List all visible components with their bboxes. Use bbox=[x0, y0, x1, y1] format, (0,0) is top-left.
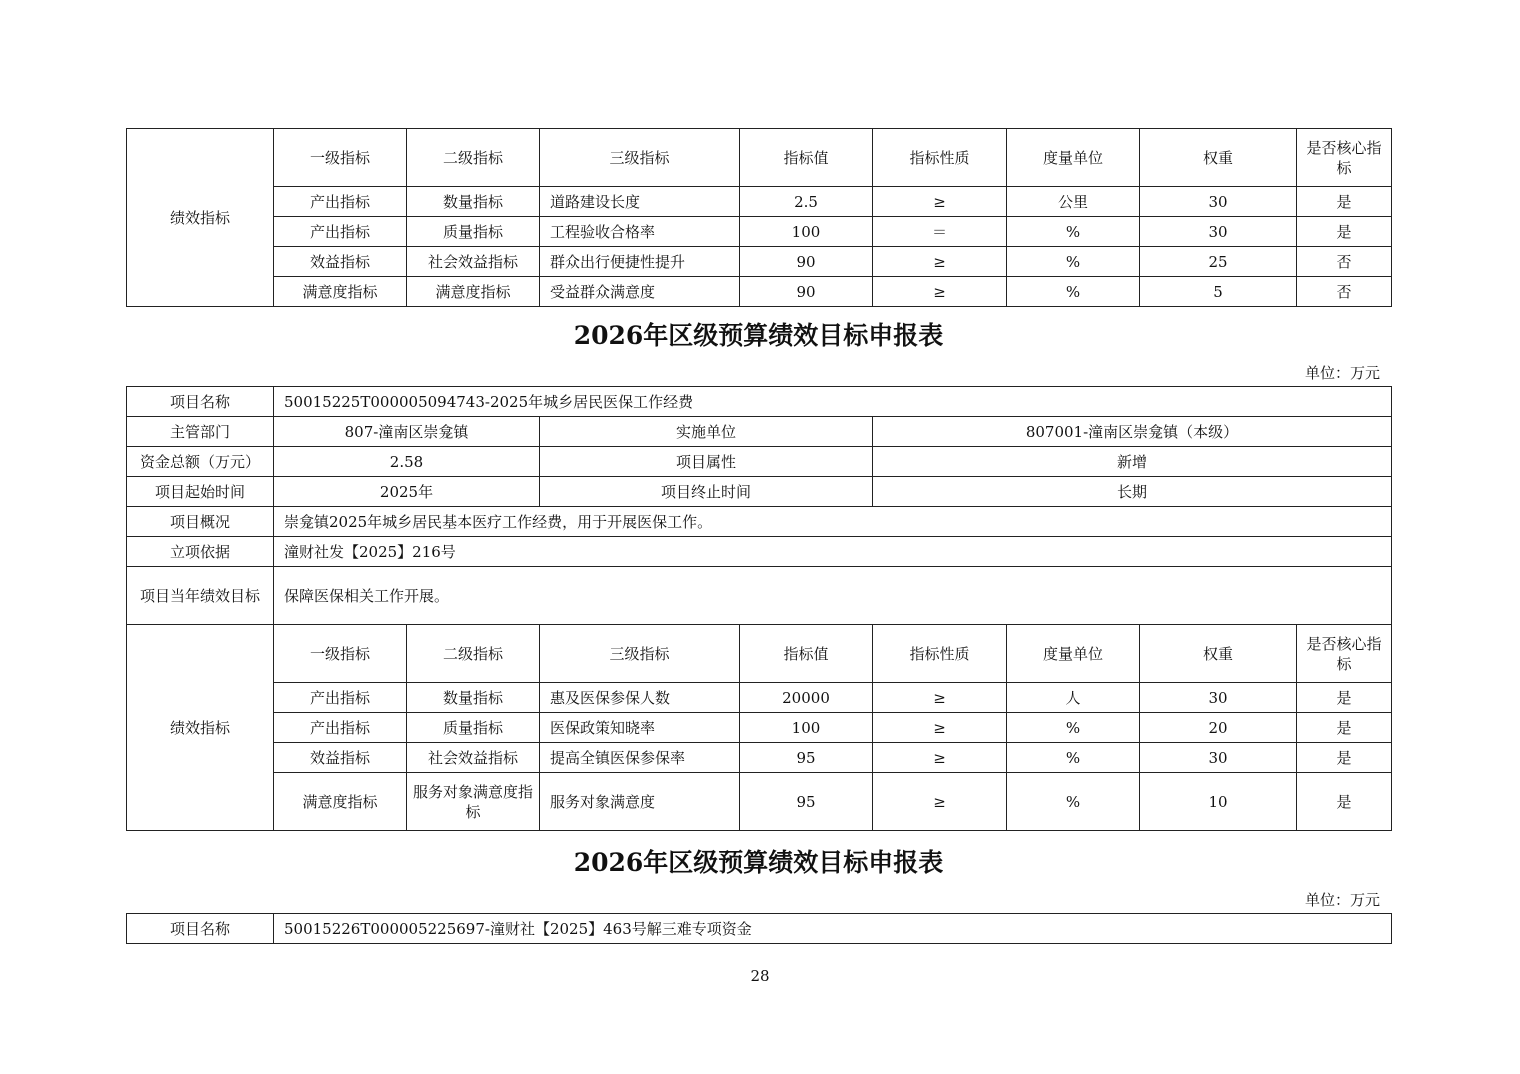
cell: 服务对象满意度指标 bbox=[407, 773, 540, 831]
cell: 100 bbox=[740, 217, 873, 247]
overview-value: 崇龛镇2025年城乡居民基本医疗工作经费，用于开展医保工作。 bbox=[274, 507, 1392, 537]
project-name-row bbox=[127, 387, 1392, 417]
cell: 效益指标 bbox=[274, 247, 407, 277]
header-cell: 指标值 bbox=[740, 129, 873, 187]
cell: 受益群众满意度 bbox=[540, 277, 740, 307]
goal-label: 项目当年绩效目标 bbox=[127, 567, 274, 625]
cell: % bbox=[1007, 773, 1140, 831]
impl-value: 807001-潼南区崇龛镇（本级） bbox=[873, 417, 1392, 447]
goal-value: 保障医保相关工作开展。 bbox=[274, 567, 1392, 625]
cell: % bbox=[1007, 713, 1140, 743]
cell: % bbox=[1007, 743, 1140, 773]
cell: 20 bbox=[1140, 713, 1297, 743]
basis-value: 潼财社发【2025】216号 bbox=[274, 537, 1392, 567]
header-cell: 是否核心指标 bbox=[1297, 625, 1392, 683]
overview-label: 项目概况 bbox=[127, 507, 274, 537]
attr-value: 新增 bbox=[873, 447, 1392, 477]
project-form-2 bbox=[126, 913, 1392, 944]
cell: 满意度指标 bbox=[407, 277, 540, 307]
cell: % bbox=[1007, 247, 1140, 277]
header-cell: 指标值 bbox=[740, 625, 873, 683]
cell: % bbox=[1007, 277, 1140, 307]
header-cell: 三级指标 bbox=[540, 625, 740, 683]
indicator-header-row bbox=[127, 129, 1392, 187]
cell: 95 bbox=[740, 743, 873, 773]
cell: 惠及医保参保人数 bbox=[540, 683, 740, 713]
cell: 数量指标 bbox=[407, 683, 540, 713]
cell: ≥ bbox=[873, 773, 1007, 831]
dept-label: 主管部门 bbox=[127, 417, 274, 447]
header-cell: 一级指标 bbox=[274, 625, 407, 683]
header-cell: 权重 bbox=[1140, 129, 1297, 187]
cell: 10 bbox=[1140, 773, 1297, 831]
funds-label: 资金总额（万元） bbox=[127, 447, 274, 477]
table-row bbox=[127, 277, 1392, 307]
impl-label: 实施单位 bbox=[540, 417, 873, 447]
table-row bbox=[127, 187, 1392, 217]
cell: 人 bbox=[1007, 683, 1140, 713]
cell: 是 bbox=[1297, 683, 1392, 713]
cell: 30 bbox=[1140, 187, 1297, 217]
unit-note: 单位：万元 bbox=[1304, 891, 1380, 909]
cell: 是 bbox=[1297, 713, 1392, 743]
cell: ≥ bbox=[873, 247, 1007, 277]
overview-row bbox=[127, 507, 1392, 537]
form-title: 2026年区级预算绩效目标申报表 bbox=[573, 321, 944, 350]
funds-value: 2.58 bbox=[274, 447, 540, 477]
project-form bbox=[126, 386, 1392, 831]
cell: 质量指标 bbox=[407, 713, 540, 743]
cell: 否 bbox=[1297, 277, 1392, 307]
cell: 2.5 bbox=[740, 187, 873, 217]
cell: ≥ bbox=[873, 683, 1007, 713]
cell: 道路建设长度 bbox=[540, 187, 740, 217]
cell: 质量指标 bbox=[407, 217, 540, 247]
cell: 产出指标 bbox=[274, 187, 407, 217]
goal-row bbox=[127, 567, 1392, 625]
cell: ＝ bbox=[873, 217, 1007, 247]
cell: 是 bbox=[1297, 743, 1392, 773]
table-row bbox=[127, 743, 1392, 773]
cell: 产出指标 bbox=[274, 217, 407, 247]
cell: 医保政策知晓率 bbox=[540, 713, 740, 743]
cell: 25 bbox=[1140, 247, 1297, 277]
table-row bbox=[127, 217, 1392, 247]
table-row bbox=[127, 683, 1392, 713]
cell: ≥ bbox=[873, 743, 1007, 773]
cell: ≥ bbox=[873, 187, 1007, 217]
header-cell: 二级指标 bbox=[407, 129, 540, 187]
time-row bbox=[127, 477, 1392, 507]
table-row bbox=[127, 713, 1392, 743]
cell: 5 bbox=[1140, 277, 1297, 307]
end-value: 长期 bbox=[873, 477, 1392, 507]
header-cell: 一级指标 bbox=[274, 129, 407, 187]
header-cell: 三级指标 bbox=[540, 129, 740, 187]
cell: 30 bbox=[1140, 217, 1297, 247]
cell: 是 bbox=[1297, 773, 1392, 831]
cell: 产出指标 bbox=[274, 713, 407, 743]
header-cell: 二级指标 bbox=[407, 625, 540, 683]
header-cell: 指标性质 bbox=[873, 129, 1007, 187]
cell: 效益指标 bbox=[274, 743, 407, 773]
cell: 工程验收合格率 bbox=[540, 217, 740, 247]
page-number: 28 bbox=[750, 967, 770, 985]
basis-label: 立项依据 bbox=[127, 537, 274, 567]
unit-note: 单位：万元 bbox=[1304, 364, 1380, 382]
perf-label: 绩效指标 bbox=[127, 625, 274, 831]
funds-row bbox=[127, 447, 1392, 477]
project-name-label: 项目名称 bbox=[127, 914, 274, 944]
cell: 社会效益指标 bbox=[407, 743, 540, 773]
cell: 20000 bbox=[740, 683, 873, 713]
project-name-value: 50015225T000005094743-2025年城乡居民医保工作经费 bbox=[274, 387, 1392, 417]
cell: ≥ bbox=[873, 713, 1007, 743]
form-title: 2026年区级预算绩效目标申报表 bbox=[573, 848, 944, 877]
cell: 90 bbox=[740, 277, 873, 307]
cell: 提高全镇医保参保率 bbox=[540, 743, 740, 773]
cell: 满意度指标 bbox=[274, 277, 407, 307]
project-name-row bbox=[127, 914, 1392, 944]
perf-table-top bbox=[126, 128, 1392, 307]
header-cell: 度量单位 bbox=[1007, 625, 1140, 683]
cell: 30 bbox=[1140, 743, 1297, 773]
project-name-label: 项目名称 bbox=[127, 387, 274, 417]
attr-label: 项目属性 bbox=[540, 447, 873, 477]
cell: 数量指标 bbox=[407, 187, 540, 217]
project-name-value: 50015226T000005225697-潼财社【2025】463号解三难专项资金 bbox=[274, 914, 1392, 944]
end-label: 项目终止时间 bbox=[540, 477, 873, 507]
table-row bbox=[127, 773, 1392, 831]
basis-row bbox=[127, 537, 1392, 567]
cell: 群众出行便捷性提升 bbox=[540, 247, 740, 277]
dept-value: 807-潼南区崇龛镇 bbox=[274, 417, 540, 447]
cell: 95 bbox=[740, 773, 873, 831]
header-cell: 指标性质 bbox=[873, 625, 1007, 683]
header-cell: 权重 bbox=[1140, 625, 1297, 683]
cell: ≥ bbox=[873, 277, 1007, 307]
perf-label: 绩效指标 bbox=[127, 129, 274, 307]
cell: 服务对象满意度 bbox=[540, 773, 740, 831]
header-cell: 度量单位 bbox=[1007, 129, 1140, 187]
header-cell: 是否核心指标 bbox=[1297, 129, 1392, 187]
indicator-header-row bbox=[127, 625, 1392, 683]
cell: 90 bbox=[740, 247, 873, 277]
cell: 30 bbox=[1140, 683, 1297, 713]
cell: 100 bbox=[740, 713, 873, 743]
cell: 是 bbox=[1297, 217, 1392, 247]
dept-row bbox=[127, 417, 1392, 447]
cell: 满意度指标 bbox=[274, 773, 407, 831]
cell: 是 bbox=[1297, 187, 1392, 217]
cell: 公里 bbox=[1007, 187, 1140, 217]
start-label: 项目起始时间 bbox=[127, 477, 274, 507]
cell: 否 bbox=[1297, 247, 1392, 277]
cell: 产出指标 bbox=[274, 683, 407, 713]
start-value: 2025年 bbox=[274, 477, 540, 507]
cell: % bbox=[1007, 217, 1140, 247]
table-row bbox=[127, 247, 1392, 277]
cell: 社会效益指标 bbox=[407, 247, 540, 277]
